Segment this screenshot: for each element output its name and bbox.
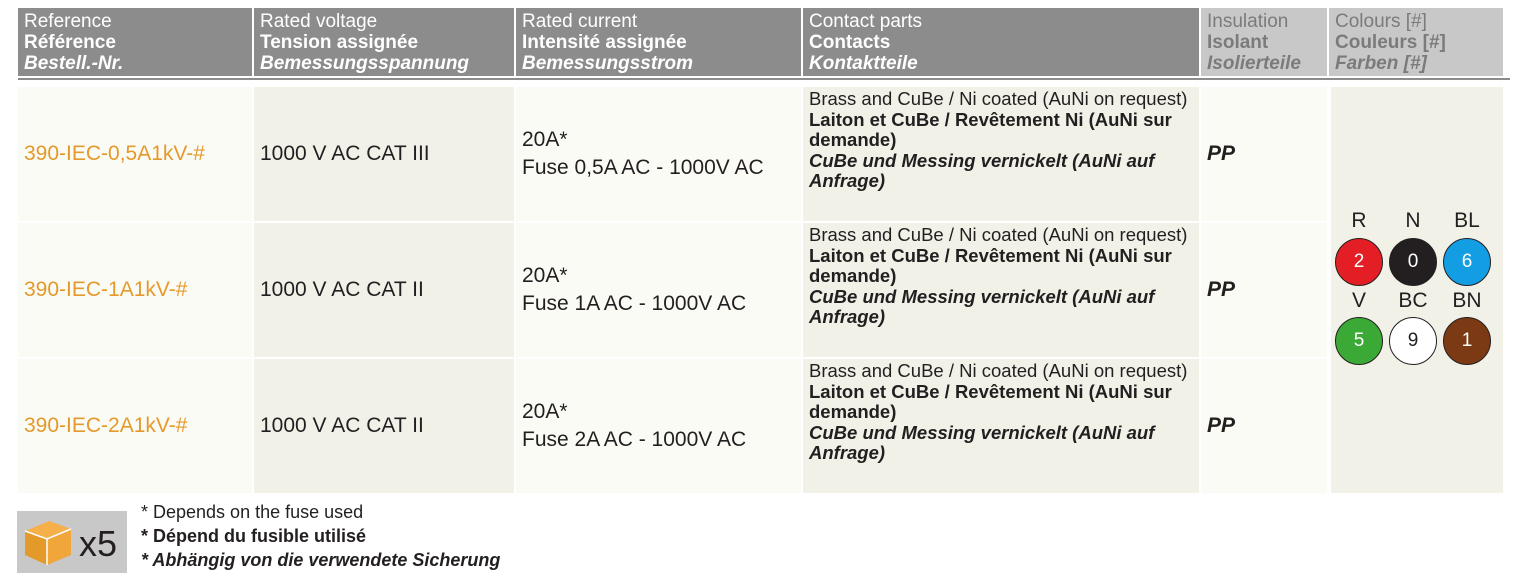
colour-swatch-green: 5 bbox=[1335, 317, 1383, 365]
fuse-rating: Fuse 1A AC - 1000V AC bbox=[522, 292, 747, 315]
header-contacts bbox=[803, 8, 1201, 76]
insulation-cell: PP bbox=[1201, 359, 1329, 493]
colour-label-blue: BL bbox=[1454, 209, 1480, 232]
header-label-en: Contact parts bbox=[809, 11, 922, 32]
colour-swatch-red: 2 bbox=[1335, 238, 1383, 286]
header-label-en: Rated voltage bbox=[260, 11, 378, 32]
colour-swatch-brown: 1 bbox=[1443, 317, 1491, 365]
header-label-de: Bemessungsstrom bbox=[522, 53, 694, 74]
fuse-rating: Fuse 2A AC - 1000V AC bbox=[522, 428, 747, 451]
table-row bbox=[18, 87, 1329, 221]
contacts-cell bbox=[803, 87, 1201, 221]
pack-quantity-badge bbox=[17, 511, 127, 573]
voltage-cell: 1000 V AC CAT II bbox=[254, 223, 516, 357]
voltage-cell: 1000 V AC CAT II bbox=[254, 359, 516, 493]
header-label-fr: Tension assignée bbox=[260, 32, 419, 53]
contact-text-fr: Laiton et CuBe / Revêtement Ni (AuNi sur demande) bbox=[809, 244, 1172, 286]
header-label-de: Isolierteile bbox=[1207, 53, 1301, 74]
header-label-en: Reference bbox=[24, 11, 112, 32]
header-label-fr: Référence bbox=[24, 32, 116, 53]
insulation-cell: PP bbox=[1201, 87, 1329, 221]
table-row bbox=[18, 359, 1329, 493]
header-insulation bbox=[1201, 8, 1329, 76]
header-label-de: Farben [#] bbox=[1335, 53, 1427, 74]
header-divider bbox=[18, 78, 1510, 80]
table-header bbox=[18, 8, 1503, 76]
colour-label-green: V bbox=[1351, 289, 1366, 312]
voltage-cell: 1000 V AC CAT III bbox=[254, 87, 516, 221]
colour-label-brown: BN bbox=[1452, 289, 1482, 312]
colour-swatch-blue: 6 bbox=[1443, 238, 1491, 286]
contact-text-de: CuBe und Messing vernickelt (AuNi auf Anfrage) bbox=[809, 149, 1155, 191]
footnote-de: * Abhängig von die verwendete Sicherung bbox=[141, 550, 501, 570]
colour-label-white: BC bbox=[1398, 289, 1428, 312]
current-cell bbox=[516, 223, 803, 357]
header-label-en: Colours [#] bbox=[1335, 11, 1427, 32]
header-label-fr: Intensité assignée bbox=[522, 32, 687, 53]
header-label-fr: Couleurs [#] bbox=[1335, 32, 1446, 53]
header-voltage bbox=[254, 8, 516, 76]
pack-quantity: x5 bbox=[79, 523, 118, 564]
reference-cell: 390-IEC-1A1kV-# bbox=[18, 223, 254, 357]
header-label-en: Rated current bbox=[522, 11, 638, 32]
contact-text-fr: Laiton et CuBe / Revêtement Ni (AuNi sur demande) bbox=[809, 380, 1172, 422]
footnote-fr: * Dépend du fusible utilisé bbox=[141, 526, 367, 546]
contact-text-en: Brass and CuBe / Ni coated (AuNi on request) bbox=[809, 224, 1188, 245]
header-label-fr: Contacts bbox=[809, 32, 891, 53]
contacts-cell bbox=[803, 223, 1201, 357]
reference-cell: 390-IEC-2A1kV-# bbox=[18, 359, 254, 493]
contacts-cell bbox=[803, 359, 1201, 493]
header-current bbox=[516, 8, 803, 76]
header-label-de: Bemessungsspannung bbox=[260, 53, 470, 74]
box-icon bbox=[21, 517, 75, 567]
footnote-en: * Depends on the fuse used bbox=[141, 502, 364, 522]
colours-cell bbox=[1331, 87, 1503, 493]
header-label-en: Insulation bbox=[1207, 11, 1289, 32]
current-cell bbox=[516, 359, 803, 493]
header-label-de: Bestell.-Nr. bbox=[24, 53, 124, 74]
contact-text-de: CuBe und Messing vernickelt (AuNi auf Anfrage) bbox=[809, 285, 1155, 327]
table-row bbox=[18, 223, 1329, 357]
colour-swatch-white: 9 bbox=[1389, 317, 1437, 365]
header-reference bbox=[18, 8, 254, 76]
contact-text-en: Brass and CuBe / Ni coated (AuNi on request) bbox=[809, 360, 1188, 381]
contact-text-de: CuBe und Messing vernickelt (AuNi auf Anfrage) bbox=[809, 421, 1155, 463]
contact-text-fr: Laiton et CuBe / Revêtement Ni (AuNi sur demande) bbox=[809, 108, 1172, 150]
current-rating: 20A* bbox=[522, 400, 568, 423]
header-label-de: Kontaktteile bbox=[809, 53, 918, 74]
colour-swatch-black: 0 bbox=[1389, 238, 1437, 286]
colour-label-black: N bbox=[1405, 209, 1421, 232]
fuse-rating: Fuse 0,5A AC - 1000V AC bbox=[522, 156, 764, 179]
current-cell bbox=[516, 87, 803, 221]
reference-cell: 390-IEC-0,5A1kV-# bbox=[18, 87, 254, 221]
current-rating: 20A* bbox=[522, 128, 568, 151]
contact-text-en: Brass and CuBe / Ni coated (AuNi on request) bbox=[809, 88, 1188, 109]
current-rating: 20A* bbox=[522, 264, 568, 287]
header-colours bbox=[1329, 8, 1503, 76]
insulation-cell: PP bbox=[1201, 223, 1329, 357]
header-label-fr: Isolant bbox=[1207, 32, 1269, 53]
colour-label-red: R bbox=[1351, 209, 1367, 232]
